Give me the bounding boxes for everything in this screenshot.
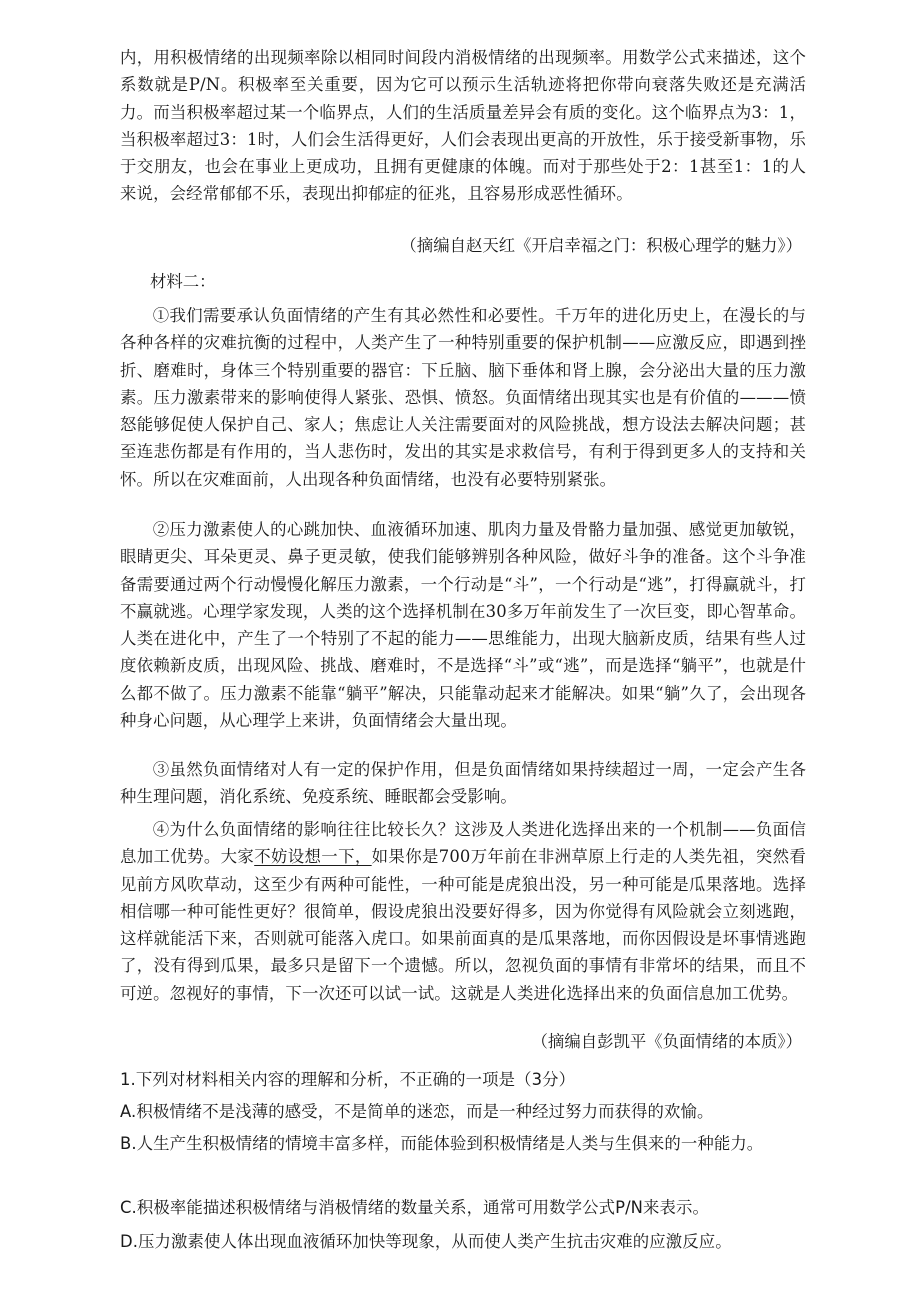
option-c: C.积极率能描述积极情绪与消极情绪的数量关系，通常可用数学公式P/N来表示。: [120, 1198, 710, 1217]
option-a: A.积极情绪不是浅薄的感受，不是简单的迷恋，而是一种经过努力而获得的欢愉。: [120, 1102, 714, 1121]
material1-paragraph: 内，用积极情绪的出现频率除以相同时间段内消极情绪的出现频率。用数学公式来描述，这个系数就是P/N。积极率至关重要，因为它可以预示生活轨迹将把你带向衰落失败还是充满活力。而当积极率超过某一个临界点，人们的生活质量差异会有质的变化。这个临界点为3：1，当积极率超过3：1时，人们会生活得更好，人们会表现出更高的开放性，乐于接受新事物，乐于交朋友，也会在事业上更成功，且拥有更健康的体魄。而对于那些处于2：1甚至1：1的人来说，会经常郁郁不乐，表现出抑郁症的征兆，且容易形成恶性循环。: [120, 48, 806, 204]
option-d: D.压力激素使人体出现血液循环加快等现象，从而使人类产生抗击灾难的应激反应。: [120, 1232, 732, 1251]
paragraph-4-lead: ④为什么负面情绪的影响往往比较长久？这涉及人类进化选择出来的一个机制——负面信息加工优势。大家: [120, 820, 806, 867]
underlined-phrase: 不妨设想一下，: [254, 847, 372, 867]
material2-paragraph-4: [120, 816, 806, 1007]
material2-paragraph-2: ②压力激素使人的心跳加快、血液循环加速、肌肉力量及骨骼力量加强、感觉更加敏锐，眼睛更尖、耳朵更灵、鼻子更灵敏，使我们能够辨别各种风险，做好斗争的准备。这个斗争准备需要通过两个行动慢慢化解压力激素，一个行动是“斗”，一个行动是“逃”，打得赢就斗，打不赢就逃。心理学家发现，人类的这个选择机制在30多万年前发生了一次巨变，即心智革命。人类在进化中，产生了一个特别了不起的能力——思维能力，出现大脑新皮质，结果有些人过度依赖新皮质，出现风险、挑战、磨难时，不是选择“斗”或“逃”，而是选择“躺平”，也就是什么都不做了。压力激素不能靠“躺平”解决，只能靠动起来才能解决。如果“躺”久了，会出现各种身心问题，从心理学上来讲，负面情绪会大量出现。: [120, 520, 806, 731]
material2-source: （摘编自彭凯平《负面情绪的本质》）: [531, 1032, 802, 1051]
question-stem: 1.下列对材料相关内容的理解和分析，不正确的一项是（3分）: [120, 1070, 576, 1089]
material2-paragraph-3: ③虽然负面情绪对人有一定的保护作用，但是负面情绪如果持续超过一周，一定会产生各种生理问题，消化系统、免疫系统、睡眠都会受影响。: [120, 760, 806, 807]
paragraph-4-rest: 如果你是700万年前在非洲草原上行走的人类先祖，突然看见前方风吹草动，这至少有两种可能性，一种可能是虎狼出没，另一种可能是瓜果落地。选择相信哪一种可能性更好？很简单，假设虎狼出没要好得多，因为你觉得有风险就会立刻逃跑，这样就能活下来，否则就可能落入虎口。如果前面真的是瓜果落地，而你因假设是坏事情逃跑了，没有得到瓜果，最多只是留下一个遗憾。所以，忽视负面的事情有非常坏的结果，而且不可逆。忽视好的事情，下一次还可以试一试。这就是人类进化选择出来的负面信息加工优势。: [120, 847, 806, 1003]
material2-paragraph-1: ①我们需要承认负面情绪的产生有其必然性和必要性。千万年的进化历史上，在漫长的与各种各样的灾难抗衡的过程中，人类产生了一种特别重要的保护机制——应激反应，即遇到挫折、磨难时，身体三个特别重要的器官：下丘脑、脑下垂体和肾上腺，会分泌出大量的压力激素。压力激素带来的影响使得人紧张、恐惧、愤怒。负面情绪出现其实也是有价值的———愤怒能够促使人保护自己、家人；焦虑让人关注需要面对的风险挑战，想方设法去解决问题；甚至连悲伤都是有作用的，当人悲伤时，发出的其实是求救信号，有利于得到更多人的支持和关怀。所以在灾难面前，人出现各种负面情绪，也没有必要特别紧张。: [120, 306, 806, 489]
material1-source: （摘编自赵天红《开启幸福之门：积极心理学的魅力》）: [400, 236, 802, 255]
material2-heading: 材料二：: [150, 272, 216, 291]
option-b: B.人生产生积极情绪的情境丰富多样，而能体验到积极情绪是人类与生俱来的一种能力。: [120, 1134, 764, 1153]
